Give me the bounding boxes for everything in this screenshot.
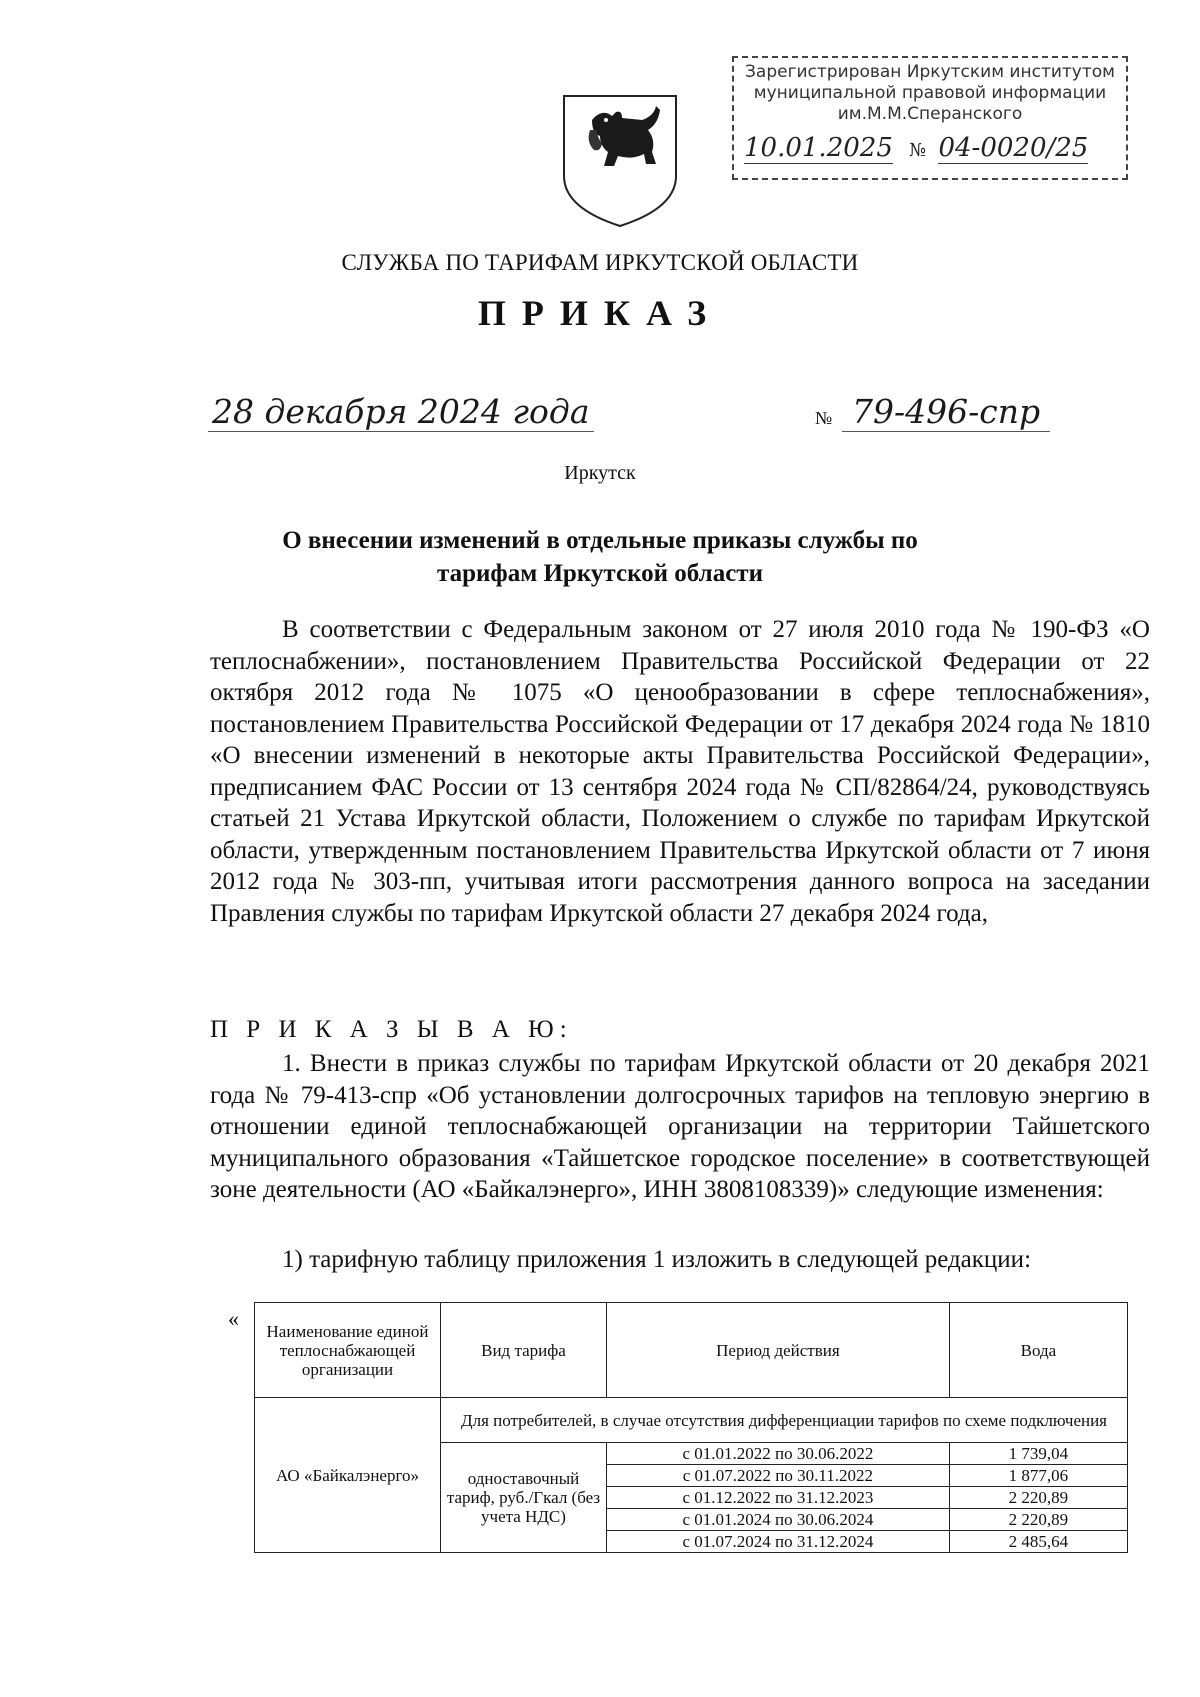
preamble — [210, 614, 1150, 929]
order-item-1-text: 1. Внести в приказ службы по тарифам Иркутской области от 20 декабря 2021 года № 79-413-спр «Об установлении долгосрочных тарифов на тепловую энергию в отношении единой теплоснабжающей организации на территории Тайшетского муниципального образования «Тайшетское городское поселение» в соответствующей зоне деятельности (АО «Байкалэнерго», ИНН 3808108339)» следующие изменения: — [210, 1050, 1150, 1203]
order-date: 28 декабря 2024 года — [208, 392, 594, 432]
cell-period: с 01.07.2024 по 31.12.2024 — [606, 1531, 949, 1553]
order-subject: О внесении изменений в отдельные приказы службы по тарифам Иркутской области — [282, 527, 918, 587]
city-name: Иркутск — [564, 462, 636, 484]
coat-of-arms-icon — [556, 90, 684, 230]
table-open-quote: « — [228, 1306, 239, 1331]
cell-value: 2 485,64 — [949, 1531, 1127, 1553]
cell-period: с 01.01.2022 по 30.06.2022 — [606, 1443, 949, 1465]
order-number: 79-496-спр — [842, 392, 1050, 432]
table-row — [255, 1398, 1128, 1443]
header-tariff-type: Вид тарифа — [441, 1303, 607, 1398]
cell-value: 1 877,06 — [949, 1465, 1127, 1487]
cell-value: 1 739,04 — [949, 1443, 1127, 1465]
header-period: Период действия — [606, 1303, 949, 1398]
header-org: Наименование единой теплоснабжающей организации — [255, 1303, 441, 1398]
cell-group-row: Для потребителей, в случае отсутствия дифференциации тарифов по схеме подключения — [441, 1398, 1128, 1443]
cell-period: с 01.07.2022 по 30.11.2022 — [606, 1465, 949, 1487]
cell-value: 2 220,89 — [949, 1509, 1127, 1531]
stamp-line-2: муниципальной правовой информации — [753, 83, 1107, 103]
stamp-number-label: № — [909, 140, 927, 161]
stamp-registration-number: 04-0020/25 — [938, 133, 1089, 163]
organization-name: СЛУЖБА ПО ТАРИФАМ ИРКУТСКОЙ ОБЛАСТИ — [341, 250, 859, 275]
cell-period: с 01.01.2024 по 30.06.2024 — [606, 1509, 949, 1531]
cell-value: 2 220,89 — [949, 1487, 1127, 1509]
table-header-row — [255, 1303, 1128, 1398]
stamp-line-3: им.М.М.Сперанского — [837, 104, 1023, 124]
document-title: ПРИКАЗ — [477, 293, 723, 333]
order-subitem-1: 1) тарифную таблицу приложения 1 изложить в следующей редакции: — [282, 1246, 1032, 1273]
order-number-label: № — [815, 408, 833, 428]
registration-stamp — [732, 56, 1128, 180]
stamp-registration-row — [744, 133, 1116, 174]
preamble-paragraph: В соответствии с Федеральным законом от 27 июля 2010 года № 190-ФЗ «О теплоснабжении», постановлением Правительства Российской Федерации от 22 октября 2012 года № 1075 «О ценообразовании в сфере теплоснабжения», постановлением Правительства Российской Федерации от 17 декабря 2024 года № 1810 «О внесении изменений в некоторые акты Правительства Российской Федерации», предписанием ФАС России от 13 сентября 2024 года № СП/82864/24, руководствуясь статьей 21 Устава Иркутской области, Положением о службе по тарифам Иркутской области, утвержденным постановлением Правительства Иркутской области от 7 июня 2012 года № 303-пп, учитывая итоги рассмотрения данного вопроса на заседании Правления службы по тарифам Иркутской области 27 декабря 2024 года, — [210, 616, 1150, 927]
order-item-1 — [210, 1048, 1150, 1206]
cell-tariff-desc: одноставочный тариф, руб./Гкал (без учета НДС) — [441, 1443, 607, 1553]
header-water: Вода — [949, 1303, 1127, 1398]
stamp-registration-date: 10.01.2025 — [744, 133, 893, 163]
stamp-line-1: Зарегистрирован Иркутским институтом — [745, 62, 1115, 82]
cell-org-name: АО «Байкалэнерго» — [255, 1398, 441, 1553]
order-word: П Р И К А З Ы В А Ю: — [210, 1016, 573, 1043]
cell-period: с 01.12.2022 по 31.12.2023 — [606, 1487, 949, 1509]
tariff-table — [254, 1302, 1128, 1553]
